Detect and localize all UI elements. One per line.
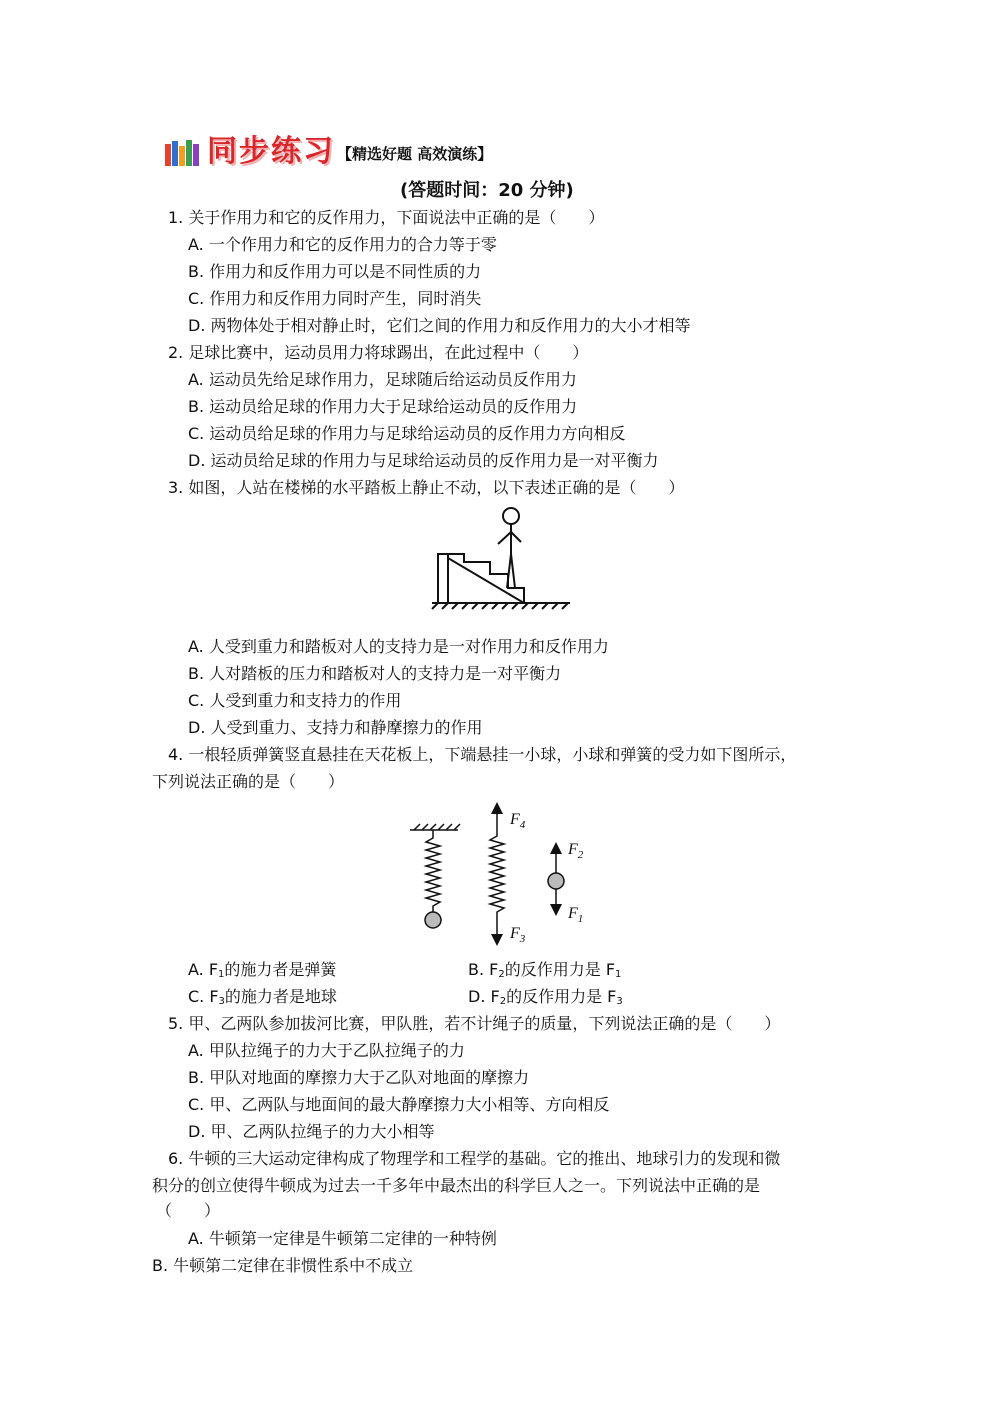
- ball-1: [425, 912, 441, 928]
- q1-option-b: B. 作用力和反作用力可以是不同性质的力: [188, 262, 482, 281]
- q6-stem-line2: 积分的创立使得牛顿成为过去一千多年中最杰出的科学巨人之一。下列说法中正确的是: [152, 1176, 761, 1195]
- q4-option-b: B. $F_2$的反作用力是 $F_1$: [468, 960, 622, 980]
- label-f4: $F_4$: [510, 811, 526, 831]
- stair-person-figure: [428, 504, 574, 610]
- q2-option-c: C. 运动员给足球的作用力与足球给运动员的反作用力方向相反: [188, 424, 626, 443]
- ball-2: [548, 873, 564, 889]
- q4-option-d: D. $F_2$的反作用力是 $F_3$: [468, 987, 623, 1007]
- q5-option-d: D. 甲、乙两队拉绳子的力大小相等: [188, 1122, 435, 1141]
- q4-option-c: C. $F_3$的施力者是地球: [188, 987, 337, 1007]
- q6-option-b: B. 牛顿第二定律在非惯性系中不成立: [152, 1256, 414, 1275]
- label-f1: $F_1$: [568, 905, 584, 925]
- q3-option-a: A. 人受到重力和踏板对人的支持力是一对作用力和反作用力: [188, 637, 609, 656]
- label-f2: $F_2$: [568, 841, 584, 861]
- q3-stem: 3. 如图，人站在楼梯的水平踏板上静止不动，以下表述正确的是（ ）: [168, 478, 685, 497]
- label-f3: $F_3$: [510, 925, 526, 945]
- q3-option-c: C. 人受到重力和支持力的作用: [188, 691, 402, 710]
- banner-title: 同步练习: [207, 134, 335, 169]
- spring-ball-figure: [402, 800, 602, 950]
- q5-option-a: A. 甲队拉绳子的力大于乙队拉绳子的力: [188, 1041, 465, 1060]
- banner-subtitle: 【精选好题 高效演练】: [337, 145, 493, 163]
- q1-option-a: A. 一个作用力和它的反作用力的合力等于零: [188, 235, 497, 254]
- q3-option-b: B. 人对踏板的压力和踏板对人的支持力是一对平衡力: [188, 664, 562, 683]
- q1-option-d: D. 两物体处于相对静止时，它们之间的作用力和反作用力的大小才相等: [188, 316, 691, 335]
- q2-option-d: D. 运动员给足球的作用力与足球给运动员的反作用力是一对平衡力: [188, 451, 659, 470]
- q6-option-a: A. 牛顿第一定律是牛顿第二定律的一种特例: [188, 1229, 497, 1248]
- q1-stem: 1. 关于作用力和它的反作用力，下面说法中正确的是（ ）: [168, 208, 605, 227]
- q4-stem-line2: 下列说法正确的是（ ）: [152, 772, 345, 791]
- q3-option-d: D. 人受到重力、支持力和静摩擦力的作用: [188, 718, 483, 737]
- q5-stem: 5. 甲、乙两队参加拔河比赛，甲队胜，若不计绳子的质量，下列说法正确的是（ ）: [168, 1014, 781, 1033]
- books-icon: [163, 138, 203, 168]
- q2-stem: 2. 足球比赛中，运动员用力将球踢出，在此过程中（ ）: [168, 343, 589, 362]
- q4-stem-line1: 4. 一根轻质弹簧竖直悬挂在天花板上，下端悬挂一小球，小球和弹簧的受力如下图所示，: [168, 745, 797, 764]
- time-note: (答题时间：20 分钟): [400, 180, 574, 201]
- q6-stem-line1: 6. 牛顿的三大运动定律构成了物理学和工程学的基础。它的推出、地球引力的发现和微: [168, 1149, 781, 1168]
- q6-stem-line3: （ ）: [156, 1201, 221, 1220]
- q4-option-a: A. $F_1$的施力者是弹簧: [188, 960, 337, 980]
- q2-option-b: B. 运动员给足球的作用力大于足球给运动员的反作用力: [188, 397, 578, 416]
- section-header: [163, 134, 543, 174]
- q2-option-a: A. 运动员先给足球作用力，足球随后给运动员反作用力: [188, 370, 577, 389]
- q5-option-c: C. 甲、乙两队与地面间的最大静摩擦力大小相等、方向相反: [188, 1095, 610, 1114]
- q5-option-b: B. 甲队对地面的摩擦力大于乙队对地面的摩擦力: [188, 1068, 530, 1087]
- q1-option-c: C. 作用力和反作用力同时产生，同时消失: [188, 289, 482, 308]
